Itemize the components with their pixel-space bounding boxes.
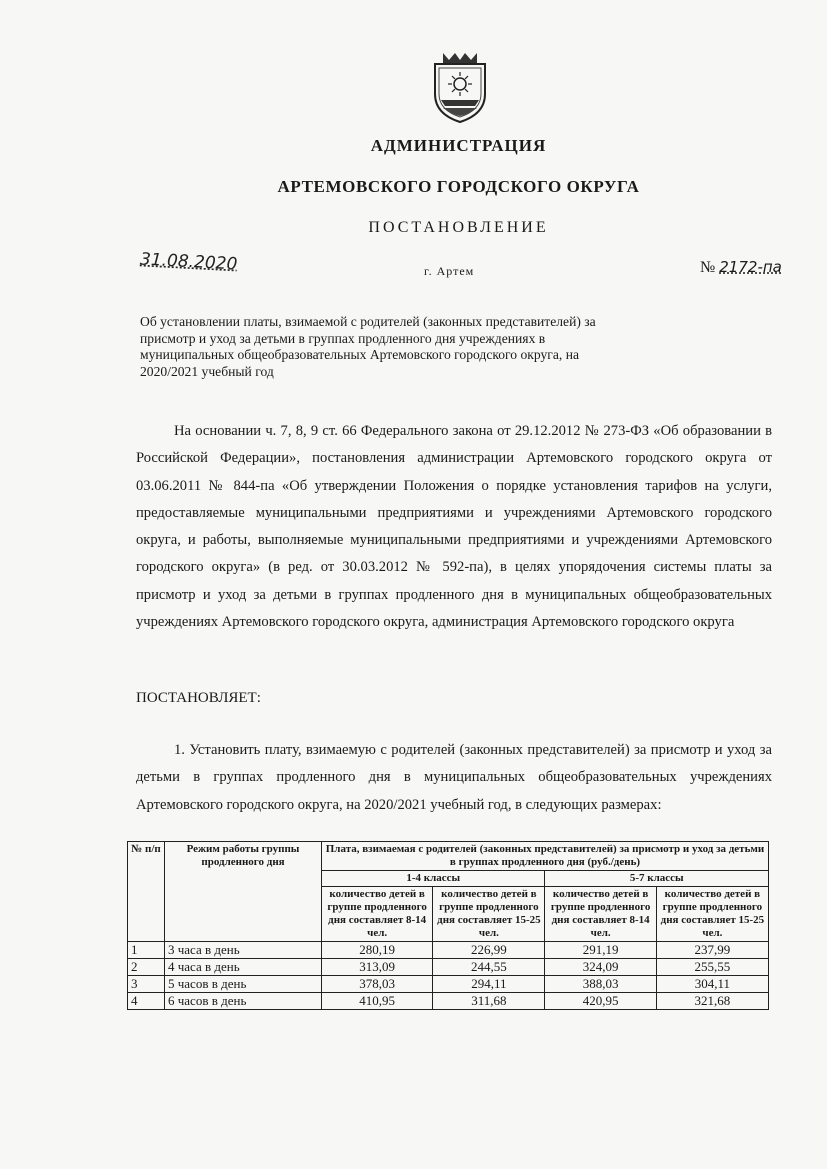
number-value: 2172-па <box>719 258 782 276</box>
header-small-group: количество детей в группе продленного дня составляет 8-14 чел. <box>545 887 656 942</box>
fee-value: 255,55 <box>656 959 768 976</box>
fee-value: 237,99 <box>656 942 768 959</box>
fee-value: 410,95 <box>322 993 433 1010</box>
clause-1-paragraph: 1. Установить плату, взимаемую с родителей (законных представителей) за присмотр и уход за детьми в группах продленного дня в муниципальных общеобразовательных учреждениях Артемовского городского округа, на 2020/2021 учебный год, в следующих размерах: <box>136 742 772 813</box>
fee-value: 311,68 <box>433 993 545 1010</box>
row-mode: 3 часа в день <box>165 942 322 959</box>
document-city: г. Артем <box>424 264 475 278</box>
fee-table <box>127 841 769 1010</box>
table-row <box>128 942 769 959</box>
document-date: 31.08.2020 <box>139 249 238 275</box>
fee-value: 226,99 <box>433 942 545 959</box>
fee-value: 388,03 <box>545 976 656 993</box>
row-number: 1 <box>128 942 165 959</box>
fee-value: 324,09 <box>545 959 656 976</box>
decree-heading: ПОСТАНОВЛЯЕТ: <box>136 690 261 706</box>
header-group-5-7: 5-7 классы <box>545 871 769 887</box>
organization-title: АДМИНИСТРАЦИЯ <box>370 136 547 155</box>
header-small-group: количество детей в группе продленного дня составляет 8-14 чел. <box>322 887 433 942</box>
table-row <box>128 976 769 993</box>
row-mode: 5 часов в день <box>165 976 322 993</box>
fee-value: 313,09 <box>322 959 433 976</box>
header-large-group: количество детей в группе продленного дня составляет 15-25 чел. <box>433 887 545 942</box>
row-number: 4 <box>128 993 165 1010</box>
table-row <box>128 959 769 976</box>
row-number: 3 <box>128 976 165 993</box>
fee-value: 378,03 <box>322 976 433 993</box>
document-number <box>700 258 782 277</box>
header-group-1-4: 1-4 классы <box>322 871 545 887</box>
header-large-group: количество детей в группе продленного дня составляет 15-25 чел. <box>656 887 768 942</box>
fee-value: 304,11 <box>656 976 768 993</box>
header-mode: Режим работы группы продленного дня <box>165 842 322 942</box>
fee-value: 291,19 <box>545 942 656 959</box>
fee-value: 321,68 <box>656 993 768 1010</box>
coat-of-arms-icon <box>429 50 491 124</box>
fee-value: 420,95 <box>545 993 656 1010</box>
organization-subtitle: АРТЕМОВСКОГО ГОРОДСКОГО ОКРУГА <box>277 177 640 196</box>
document-subject: Об установлении платы, взимаемой с родителей (законных представителей) за присмотр и уход за детьми в группах продленного дня учреждениях в муниципальных общеобразовательных Артемовского городского округа, на 2020/2021 учебный год <box>140 314 596 379</box>
row-mode: 6 часов в день <box>165 993 322 1010</box>
header-number: № п/п <box>128 842 165 942</box>
document-type: ПОСТАНОВЛЕНИЕ <box>368 219 549 236</box>
row-number: 2 <box>128 959 165 976</box>
fee-value: 294,11 <box>433 976 545 993</box>
fee-value: 280,19 <box>322 942 433 959</box>
header-fee: Плата, взимаемая с родителей (законных представителей) за присмотр и уход за детьми в группах продленного дня (руб./день) <box>322 842 769 871</box>
table-row <box>128 993 769 1010</box>
fee-value: 244,55 <box>433 959 545 976</box>
number-prefix: № <box>700 259 716 276</box>
row-mode: 4 часа в день <box>165 959 322 976</box>
preamble-paragraph: На основании ч. 7, 8, 9 ст. 66 Федерального закона от 29.12.2012 № 273-ФЗ «Об образовании в Российской Федерации», постановления администрации Артемовского городского округа от 03.06.2011 № 844-па «Об утверждении Положения о порядке установления тарифов на услуги, предоставляемые муниципальными предприятиями и учреждениями Артемовского городского округа, и работы, выполняемые муниципальными предприятиями и учреждениями Артемовского городского округа» (в ред. от 30.03.2012 № 592-па), в целях упорядочения системы платы за присмотр и уход за детьми в группах продленного дня в муниципальных общеобразовательных учреждениях Артемовского городского округа, администрация Артемовского городского округа <box>136 423 772 631</box>
